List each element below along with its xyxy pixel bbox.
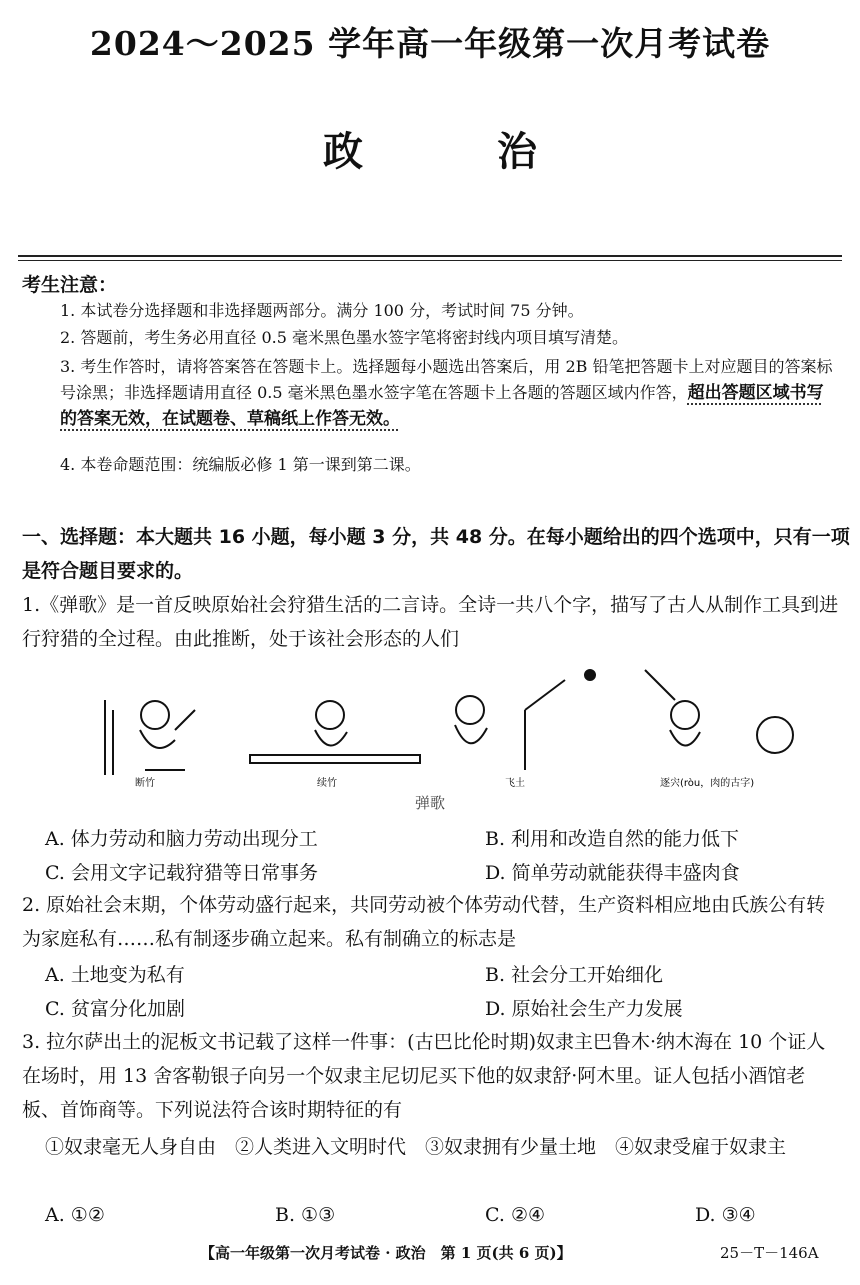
- q3-option-c[interactable]: C. ②④: [485, 1204, 546, 1226]
- divider-top: [18, 255, 842, 257]
- panel-label-3: 飞土: [505, 778, 525, 789]
- notice-item-3-emphasis: 超出答题区域书写的答案无效，在试题卷、草稿纸上作答无效。: [60, 383, 824, 429]
- q1-option-c[interactable]: C. 会用文字记载狩猎等日常事务: [45, 862, 318, 884]
- exam-title: 2024～2025 学年高一年级第一次月考试卷: [89, 24, 771, 63]
- q1-option-d[interactable]: D. 简单劳动就能获得丰盛肉食: [485, 862, 740, 884]
- panel-label-4: 逐宍(ròu，肉的古字): [660, 778, 755, 789]
- footer-label: 【高一年级第一次月考试卷 · 政治 第 1 页(共 6 页)】: [200, 1244, 572, 1262]
- q1-option-b[interactable]: B. 利用和改造自然的能力低下: [485, 828, 740, 850]
- panel-label-1: 断竹: [135, 778, 155, 789]
- q3-option-d[interactable]: D. ③④: [695, 1204, 756, 1226]
- q2-option-b[interactable]: B. 社会分工开始细化: [485, 964, 664, 986]
- question-3-stem: 3. 拉尔萨出土的泥板文书记载了这样一件事：(古巴比伦时期)奴隶主巴鲁木·纳木海在 10 个证人在场时，用 13 舍客勒银子向另一个奴隶主尼切尼买下他的奴隶舒·阿木里。证人包括小酒馆老板、首饰商等。下列说法符合该时期特征的有: [22, 1031, 826, 1121]
- subject-title: 政 治: [323, 128, 597, 175]
- figure-caption: 弹歌: [414, 794, 445, 812]
- q1-option-a[interactable]: A. 体力劳动和脑力劳动出现分工: [45, 828, 318, 850]
- q2-option-d[interactable]: D. 原始社会生产力发展: [485, 998, 683, 1020]
- panel-label-2: 续竹: [317, 778, 337, 789]
- notice-item-3-text: 3. 考生作答时，请将答案答在答题卡上。选择题每小题选出答案后，用 2B 铅笔把答题卡上对应题目的答案标号涂黑；非选择题请用直径 0.5 毫米黑色墨水签字笔在答题卡上各题的答题区域内作答，: [60, 357, 833, 402]
- panel-join-bamboo: [250, 701, 420, 763]
- panel-chase-meat: [645, 670, 793, 753]
- notice-item-4: 4. 本卷命题范围：统编版必修 1 第一课到第二课。: [60, 455, 421, 474]
- question-1-stem: 1.《弹歌》是一首反映原始社会狩猎生活的二言诗。全诗一共八个字，描写了古人从制作工具到进行狩猎的全过程。由此推断，处于该社会形态的人们: [22, 594, 839, 650]
- divider-bottom: [18, 260, 842, 261]
- q3-option-b[interactable]: B. ①③: [275, 1204, 336, 1226]
- notice-item-2: 2. 答题前，考生务必用直径 0.5 毫米黑色墨水签字笔将密封线内项目填写清楚。: [60, 328, 628, 347]
- notice-item-1: 1. 本试卷分选择题和非选择题两部分。满分 100 分，考试时间 75 分钟。: [60, 301, 584, 320]
- q3-option-a[interactable]: A. ①②: [45, 1204, 105, 1226]
- question-2-stem: 2. 原始社会末期，个体劳动盛行起来，共同劳动被个体劳动代替，生产资料相应地由氏族公有转为家庭私有……私有制逐步确立起来。私有制确立的标志是: [22, 894, 826, 950]
- question-3-statements: ①奴隶毫无人身自由 ②人类进入文明时代 ③奴隶拥有少量土地 ④奴隶受雇于奴隶主: [45, 1136, 787, 1158]
- tange-illustration: [85, 660, 805, 790]
- q2-option-a[interactable]: A. 土地变为私有: [45, 964, 185, 986]
- panel-cut-bamboo: [105, 700, 195, 775]
- footer-code: 25－T－146A: [720, 1244, 819, 1262]
- q2-option-c[interactable]: C. 贫富分化加剧: [45, 998, 185, 1020]
- notice-item-3: [60, 354, 840, 432]
- panel-fly-earth: [455, 670, 595, 770]
- notice-heading: 考生注意：: [22, 274, 118, 296]
- section-heading: 一、选择题：本大题共 16 小题，每小题 3 分，共 48 分。在每小题给出的四个选项中，只有一项是符合题目要求的。: [22, 526, 850, 582]
